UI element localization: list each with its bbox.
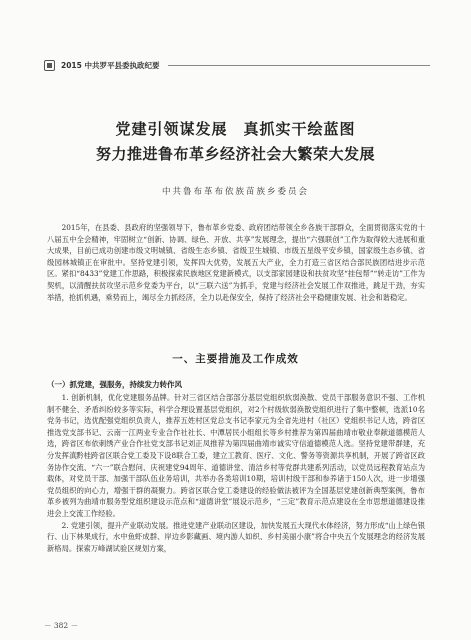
- article-title-line2: 努力推进鲁布革乡经济社会大繁荣大发展: [95, 145, 375, 163]
- running-header: [44, 58, 430, 72]
- intro-paragraph: 2015年，在县委、县政府的坚强领导下，鲁布革乡党委、政府团结带领全乡各族干部群众，全面贯彻落实党的十八届五中全会精神，牢固树立“创新、协调、绿色、开放、共享”发展理念，提出“六强联创”工作为取得较大进展和重大成果，目前已成功创建市级文明城镇、省级生态乡镇、省级卫生城镇、市级五星级平安乡镇，国家级生态乡镇、省级园林城镇正在审批中。坚持党建引领，发挥四大优势，发展五大产业，全力打造三省区结合部民族团结进步示范区。紧扣“8433”党建工作思路，积极探索民族地区党建新模式，以支部家园建设和扶贫攻坚“挂包帮”“转走访”工作为契机，以清醒扶贫攻坚示范乡党委为平台，以“三联六送”为抓手，党建与经济社会发展工作双推进，跳足干劲，夯实举措，抢抓机遇，乘势而上，竭尽全力抓经济，全力以赴保安全，保持了经济社会平稳健康发展、社会和谐稳定。: [47, 223, 425, 302]
- intro-paragraph-block: [47, 222, 425, 303]
- header-rule: [168, 65, 431, 66]
- body-paragraph-item1: 1. 创新机制，优化党建服务品牌。针对三省区结合部部分基层党组织软弱涣散、党员干部服务意识不强、工作机制不健全、矛盾纠纷较多等实际，科学合理设置基层党组织，对2个村级软弱涣散党组织进行了集中整顿，选派10名党务书记，选优配强党组织负责人，推荐五姓村区党总支书记李家元为全省先进村（社区）党组织书记人选，跨省区推选党支部书记、云南一江两业专业合作社社长、中潭居民小组组长等乡村推荐为第四届曲靖市敬业奉献道德模范人选，跨省区布依刺绣产业合作社党支部书记刘正凤推荐为第四届曲靖市诚实守信道德模范人选。坚持党建带群建，充分发挥滇黔桂跨省区联合党工委及下设8联合工委，建立工教育、医疗、文化、警务等资源共享机制，开展了跨省区政务协作交流、“六一”联合慰问、庆祝建党94周年、道德讲堂、清洁乡村等党群共建系列活动，以党员远程教育站点为载体，对党员干部、加强干部队伍业务培训，共举办各类培训10期，培训村级干部和参养诸于150人次，进一步增强党员组织的向心力，增强干群的凝聚力。跨省区联合党工委建设的经验做法被评为全国基层党建创新典型案例，鲁布革乡被列为曲靖市服务型党组织建设示范点和“道德讲堂”展设示范乡，“三定”教育示范点建设在全市思想道德建设推进会上交流工作经验。: [47, 393, 425, 518]
- running-header-text: 2015 中共罗平县委执政纪要: [61, 60, 160, 70]
- body-paragraph-item2: 2. 党建引领，提升产业联动发展。推进党建产业联动区建设，加快发展五大现代水体经济，努力形成“山上绿色银行、山下林果成行，水中鱼虾成群、岸边乡影藏画、境内游人如织、乡村美丽小康”将合中央五个发展理念的经济发展新格局。探索万峰湖试验区规划方案，: [47, 520, 425, 553]
- section-heading: 一、主要措施及工作成效: [172, 353, 299, 365]
- header-square-icon: [44, 60, 55, 71]
- article-title-line1: 党建引领谋发展 真抓实干绘蓝图: [115, 120, 356, 138]
- article-author: 中共鲁布革布依族苗族乡委员会: [161, 187, 309, 197]
- subsection-heading: （一）抓党建，强服务，持续发力转作风: [47, 380, 182, 389]
- body-paragraph-block: [47, 392, 425, 554]
- page-number: － 382 －: [44, 621, 79, 630]
